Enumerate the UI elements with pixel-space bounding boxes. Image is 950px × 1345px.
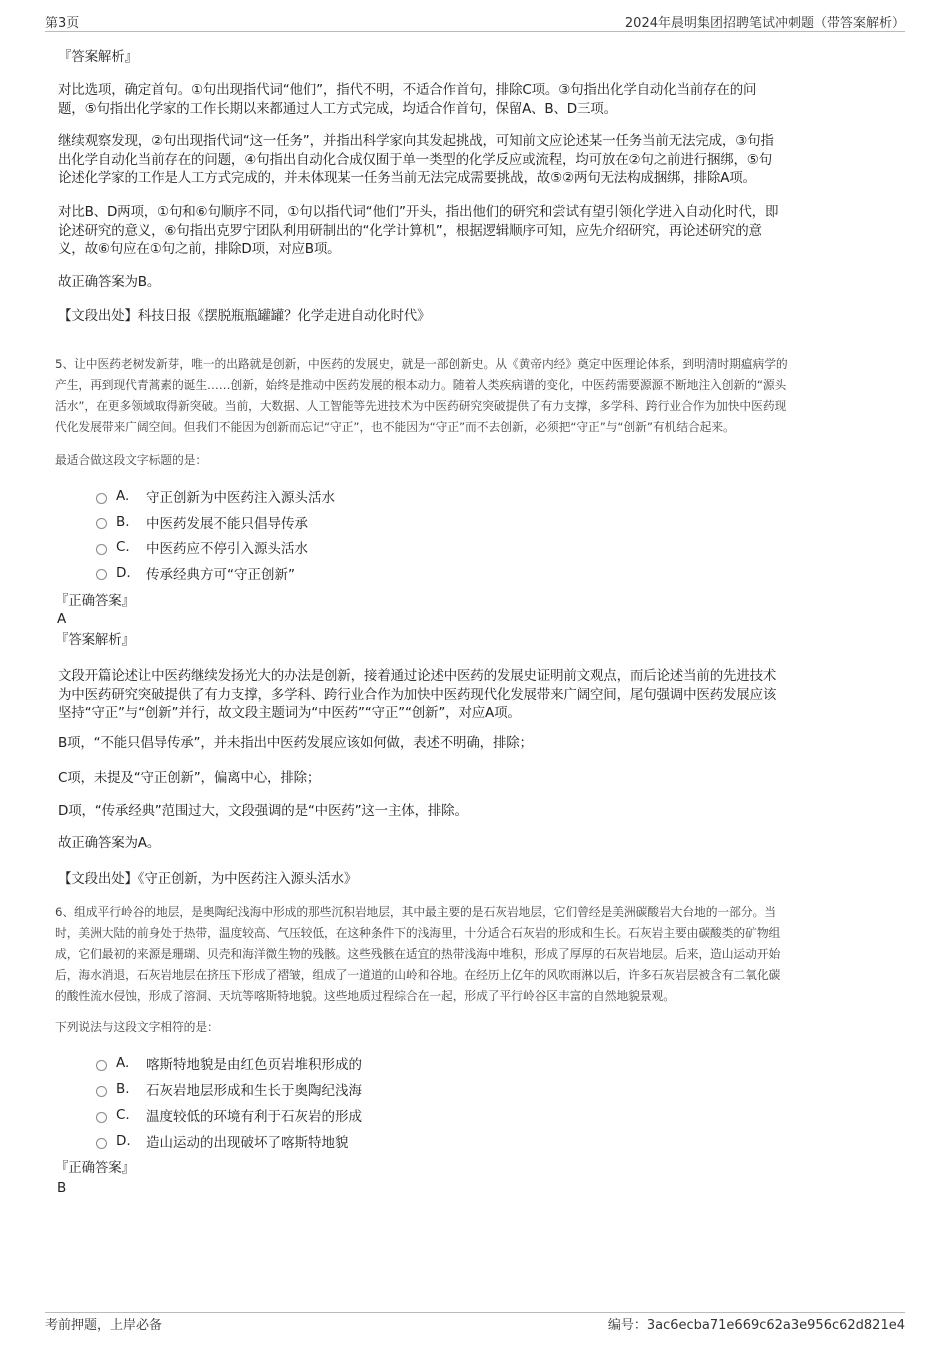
analysis-paragraph <box>58 203 778 259</box>
question-stem <box>55 902 780 1007</box>
option-c-note: C项，未提及“守正创新”，偏离中心，排除； <box>58 770 321 786</box>
option-text: 石灰岩地层形成和生长于奥陶纪浅海 <box>146 1083 362 1099</box>
radio-icon[interactable] <box>96 544 107 555</box>
answer: A <box>57 611 67 627</box>
option-text: 温度较低的环境有利于石灰岩的形成 <box>146 1109 362 1125</box>
analysis-paragraph <box>58 667 776 723</box>
text-line: 论述化学家的工作是人工方式完成的，并未体现某一任务当前无法完成需要挑战，故⑤②两句无法构成捆绑，排除A项。 <box>58 170 756 186</box>
answer-label: 『正确答案』 <box>55 593 135 609</box>
text-line: 成，它们最初的来源是珊瑚、贝壳和海洋微生物的残骸。这些残骸在适宜的热带浅海中堆积，形成了厚厚的石灰岩地层。后来，造山运动开始 <box>55 947 781 961</box>
text-line: 文段开篇论述让中医药继续发扬光大的办法是创新，接着通过论述中医药的发展史证明前文观点，而后论述当前的先进技术 <box>58 668 777 684</box>
source: 【文段出处】《守正创新，为中医药注入源头活水》 <box>58 871 358 887</box>
text-line: 论述研究的意义，⑥句指出克罗宁团队利用研制出的“化学计算机”，根据逻辑顺序可知，应先介绍研究，再论述研究的意 <box>58 222 762 239</box>
option-letter: C. <box>116 539 130 555</box>
document-title: 2024年晨明集团招聘笔试冲刺题（带答案解析） <box>624 16 905 31</box>
conclusion: 故正确答案为B。 <box>58 274 161 290</box>
text-line: 继续观察发现，②句出现指代词“这一任务”，并指出科学家向其发起挑战，可知前文应论述某一任务当前无法完成，③句指 <box>58 133 774 149</box>
option-text: 喀斯特地貌是由红色页岩堆积形成的 <box>146 1057 362 1073</box>
text-line: 代化发展带来广阔空间。但我们不能因为创新而忘记“守正”，也不能因为“守正”而不去创新，必须把“守正”与“创新”有机结合起来。 <box>55 420 735 434</box>
option-letter: D. <box>116 564 131 581</box>
radio-icon[interactable] <box>96 518 107 529</box>
options-list <box>96 486 335 583</box>
option-c[interactable] <box>96 1105 362 1125</box>
option-d[interactable] <box>96 563 335 583</box>
analysis-paragraph <box>58 132 774 188</box>
option-letter: D. <box>116 1133 131 1149</box>
answer: B <box>57 1180 67 1196</box>
analysis-label: 『答案解析』 <box>55 632 135 648</box>
footer-id <box>608 1314 905 1333</box>
text-line: 对比选项，确定首句。①句出现指代词“他们”，指代不明，不适合作首句，排除C项。③句指出化学自动化当前存在的问 <box>58 82 757 98</box>
question-prompt: 下列说法与这段文字相符的是： <box>55 1020 219 1034</box>
page-number: 第3页 <box>45 16 80 31</box>
conclusion: 故正确答案为A。 <box>58 835 161 851</box>
option-d-note: D项，“传承经典”范围过大，文段强调的是“中医药”这一主体，排除。 <box>58 803 468 819</box>
option-text: 传承经典方可“守正创新” <box>146 566 295 583</box>
text-line: 题，⑤句指出化学家的工作长期以来都通过人工方式完成，均适合作首句，保留A、B、D三项。 <box>58 100 617 117</box>
radio-icon[interactable] <box>96 1112 107 1123</box>
source: 【文段出处】科技日报《摆脱瓶瓶罐罐？化学走进自动化时代》 <box>58 308 431 324</box>
question-prompt: 最适合做这段文字标题的是： <box>55 453 208 467</box>
text-line: 5、让中医药老树发新芽，唯一的出路就是创新，中医药的发展史，就是一部创新史。从《黄帝内经》奠定中医理论体系，到明清时期瘟病学的 <box>55 357 788 371</box>
header-divider <box>45 31 905 32</box>
radio-icon[interactable] <box>96 569 107 580</box>
text-line: 时，美洲大陆的前身处于热带，温度较高、气压较低，在这种条件下的浅海里，十分适合石灰岩的形成和生长。石灰岩主要由碳酸类的矿物组 <box>55 926 781 940</box>
option-b[interactable] <box>96 512 335 532</box>
option-letter: C. <box>116 1107 130 1123</box>
option-text: 守正创新为中医药注入源头活水 <box>146 490 335 506</box>
footer-slogan: 考前押题，上岸必备 <box>45 1318 163 1333</box>
text-line: 的酸性流水侵蚀，形成了溶洞、天坑等喀斯特地貌。这些地质过程综合在一起，形成了平行岭谷区丰富的自然地貌景观。 <box>55 989 675 1003</box>
id-label: 编号： <box>607 1318 647 1333</box>
radio-icon[interactable] <box>96 1138 107 1149</box>
option-b[interactable] <box>96 1079 362 1099</box>
option-a[interactable] <box>96 1053 362 1073</box>
footer-divider <box>45 1312 905 1313</box>
text-line: 活水”，在更多领域取得新突破。当前，大数据、人工智能等先进技术为中医药研究突破提供了有力支撑，多学科、跨行业合作为加快中医药现 <box>55 399 787 413</box>
radio-icon[interactable] <box>96 493 107 504</box>
option-text: 造山运动的出现破坏了喀斯特地貌 <box>146 1135 349 1151</box>
analysis-label: 『答案解析』 <box>58 49 138 65</box>
question-stem <box>55 354 788 438</box>
text-line: 产生，再到现代青蒿素的诞生……创新，始终是推动中医药发展的根本动力。随着人类疾病谱的变化，中医药需要源源不断地注入创新的“源头 <box>55 378 787 392</box>
text-line: 为中医药研究突破提供了有力支撑，多学科、跨行业合作为加快中医药现代化发展带来广阔空间，尾句强调中医药发展应该 <box>58 686 777 703</box>
option-text: 中医药发展不能只倡导传承 <box>146 515 308 532</box>
radio-icon[interactable] <box>96 1060 107 1071</box>
option-text: 中医药应不停引入源头活水 <box>146 541 308 557</box>
answer-label: 『正确答案』 <box>55 1160 135 1176</box>
text-line: 义，故⑥句应在①句之前，排除D项，对应B项。 <box>58 241 341 257</box>
option-c[interactable] <box>96 537 335 557</box>
text-line: 对比B、D两项，①句和⑥句顺序不同，①句以指代词“他们”开头，指出他们的研究和尝试有望引领化学进入自动化时代，即 <box>58 204 779 220</box>
option-letter: A. <box>116 488 130 504</box>
option-letter: B. <box>116 1081 130 1097</box>
text-line: 后，海水消退，石灰岩地层在挤压下形成了褶皱，组成了一道道的山岭和谷地。在经历上亿年的风吹雨淋以后，许多石灰岩层被含有二氧化碳 <box>55 968 781 982</box>
text-line: 出化学自动化当前存在的问题，④句指出自动化合成仅囿于单一类型的化学反应或流程，均可放在②句之前进行捆绑，⑤句 <box>58 151 773 168</box>
options-list <box>96 1053 362 1151</box>
option-d[interactable] <box>96 1131 362 1151</box>
text-line: 6、组成平行岭谷的地层，是奥陶纪浅海中形成的那些沉积岩地层，其中最主要的是石灰岩地层，它们曾经是美洲碳酸岩大台地的一部分。当 <box>55 905 776 919</box>
analysis-paragraph <box>58 81 756 118</box>
text-line: 坚持“守正”与“创新”并行，故文段主题词为“中医药”“守正”“创新”，对应A项。 <box>58 705 521 721</box>
option-b-note: B项，“不能只倡导传承”，并未指出中医药发展应该如何做，表述不明确，排除； <box>58 735 533 751</box>
option-letter: B. <box>116 513 130 530</box>
option-a[interactable] <box>96 486 335 506</box>
option-letter: A. <box>116 1055 130 1071</box>
id-value: 3ac6ecba71e669c62a3e956c62d821e4 <box>646 1318 905 1333</box>
radio-icon[interactable] <box>96 1086 107 1097</box>
